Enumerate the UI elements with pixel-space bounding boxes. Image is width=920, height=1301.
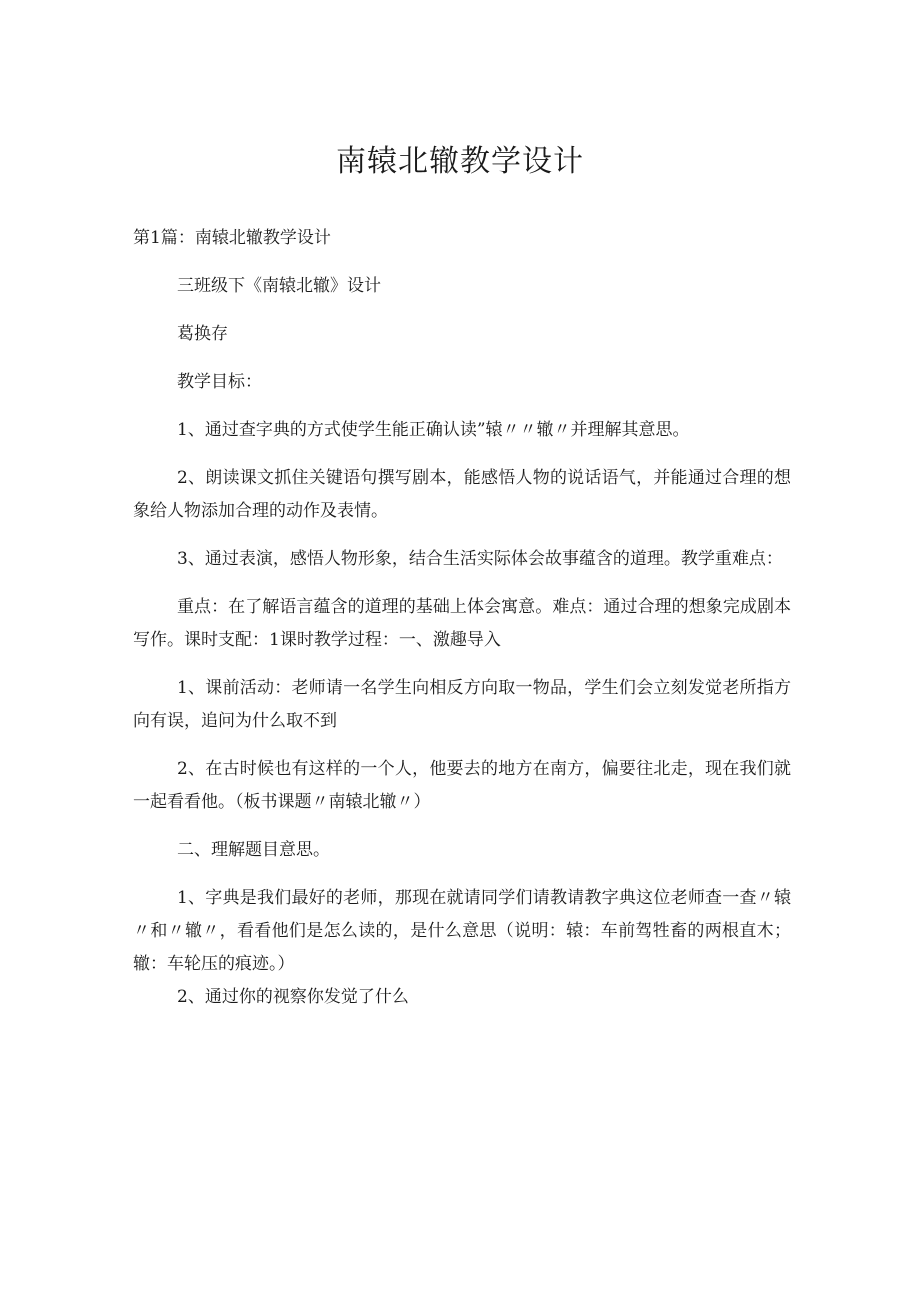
document-title: 南辕北辙教学设计 xyxy=(336,144,584,179)
activity-2: 2、在古时候也有这样的一个人，他要去的地方在南方，偏要往北走，现在我们就一起看看他。（板书课题〃南辕北辙〃） xyxy=(133,759,791,812)
author-name: 葛换存 xyxy=(177,324,228,344)
document-body xyxy=(133,222,791,1029)
objective-1: 1、通过查字典的方式使学生能正确认读”辕〃〃辙〃并理解其意思。 xyxy=(177,420,690,440)
part-two-heading: 二、理解题目意思。 xyxy=(177,840,330,860)
section-heading: 第1篇：南辕北辙教学设计 xyxy=(133,228,331,248)
key-points-paragraph: 重点：在了解语言蕴含的道理的基础上体会寓意。难点：通过合理的想象完成剧本写作。课时支配：1课时教学过程：一、激趣导入 xyxy=(133,597,791,650)
objectives-heading: 教学目标： xyxy=(177,372,262,392)
objective-3: 3、通过表演，感悟人物形象，结合生活实际体会故事蕴含的道理。教学重难点： xyxy=(177,549,783,569)
activity-1: 1、课前活动：老师请一名学生向相反方向取一物品，学生们会立刻发觉老所指方向有误，追问为什么取不到 xyxy=(133,678,791,731)
lesson-title-line: 三班级下《南辕北辙》设计 xyxy=(177,276,381,296)
dictionary-task: 1、字典是我们最好的老师，那现在就请同学们请教请教字典这位老师查一查〃辕〃和〃辙〃，看看他们是怎么读的，是什么意思（说明：辕：车前驾牲畜的两根直木；辙：车轮压的痕迹。） xyxy=(133,888,791,974)
objective-2: 2、朗读课文抓住关键语句撰写剧本，能感悟人物的说话语气，并能通过合理的想象给人物添加合理的动作及表情。 xyxy=(133,468,791,521)
observation-question: 2、通过你的视察你发觉了什么 xyxy=(177,987,409,1007)
